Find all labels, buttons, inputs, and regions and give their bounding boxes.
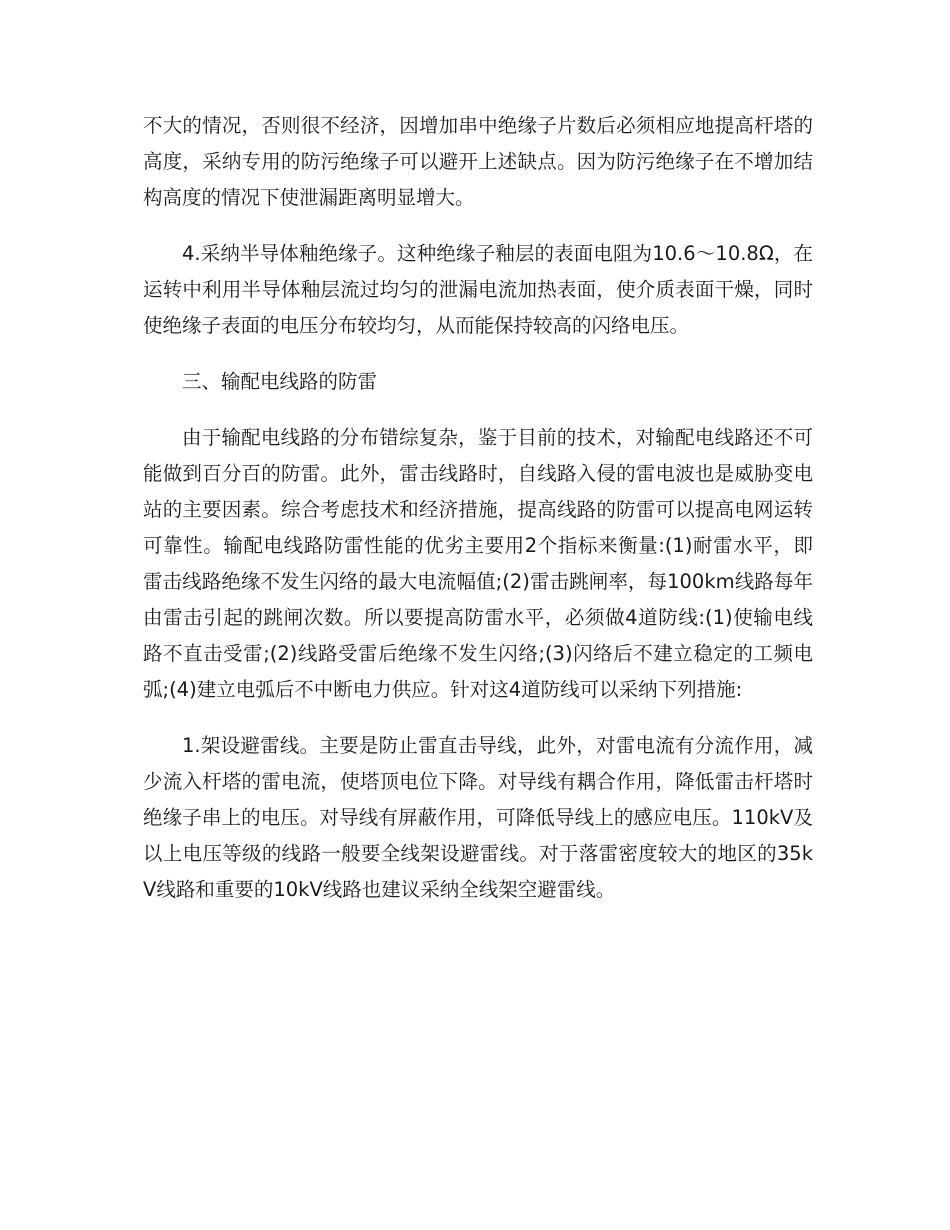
section-heading-lightning-protection: 三、输配电线路的防雷 [182, 370, 378, 393]
paragraph-lightning-protection-overview: 由于输配电线路的分布错综复杂，鉴于目前的技术，对输配电线路还不可能做到百分百的防雷。此外，雷击线路时，自线路入侵的雷电波也是威胁变电站的主要因素。综合考虑技术和经济措施，提高线路的防雷可以提高电网运转可靠性。输配电线路防雷性能的优劣主要用2个指标来衡量:(1)耐雷水平，即雷击线路绝缘不发生闪络的最大电流幅值;(2)雷击跳闸率，每100km线路每年由雷击引起的跳闸次数。所以要提高防雷水平，必须做4道防线:(1)使输电线路不直击受雷;(2)线路受雷后绝缘不发生闪络;(3)闪络后不建立稳定的工频电弧;(4)建立电弧后不中断电力供应。针对这4道防线可以采纳下列措施: [143, 426, 813, 701]
paragraph-continuation: 不大的情况，否则很不经济，因增加串中绝缘子片数后必须相应地提高杆塔的高度，采纳专用的防污绝缘子可以避开上述缺点。因为防污绝缘子在不增加结构高度的情况下使泄漏距离明显增大。 [143, 114, 813, 209]
paragraph-semiconductor-glaze-insulator: 4.采纳半导体釉绝缘子。这种绝缘子釉层的表面电阻为10.6～10.8Ω，在运转中利用半导体釉层流过均匀的泄漏电流加热表面，使介质表面干燥，同时使绝缘子表面的电压分布较均匀，从而能保持较高的闪络电压。 [143, 242, 813, 337]
document-body [143, 108, 813, 928]
paragraph-overhead-ground-wire: 1.架设避雷线。主要是防止雷直击导线，此外，对雷电流有分流作用，减少流入杆塔的雷电流，使塔顶电位下降。对导线有耦合作用，降低雷击杆塔时绝缘子串上的电压。对导线有屏蔽作用，可降低导线上的感应电压。110kV及以上电压等级的线路一般要全线架设避雷线。对于落雷密度较大的地区的35kV线路和重要的10kV线路也建议采纳全线架空避雷线。 [143, 734, 813, 901]
